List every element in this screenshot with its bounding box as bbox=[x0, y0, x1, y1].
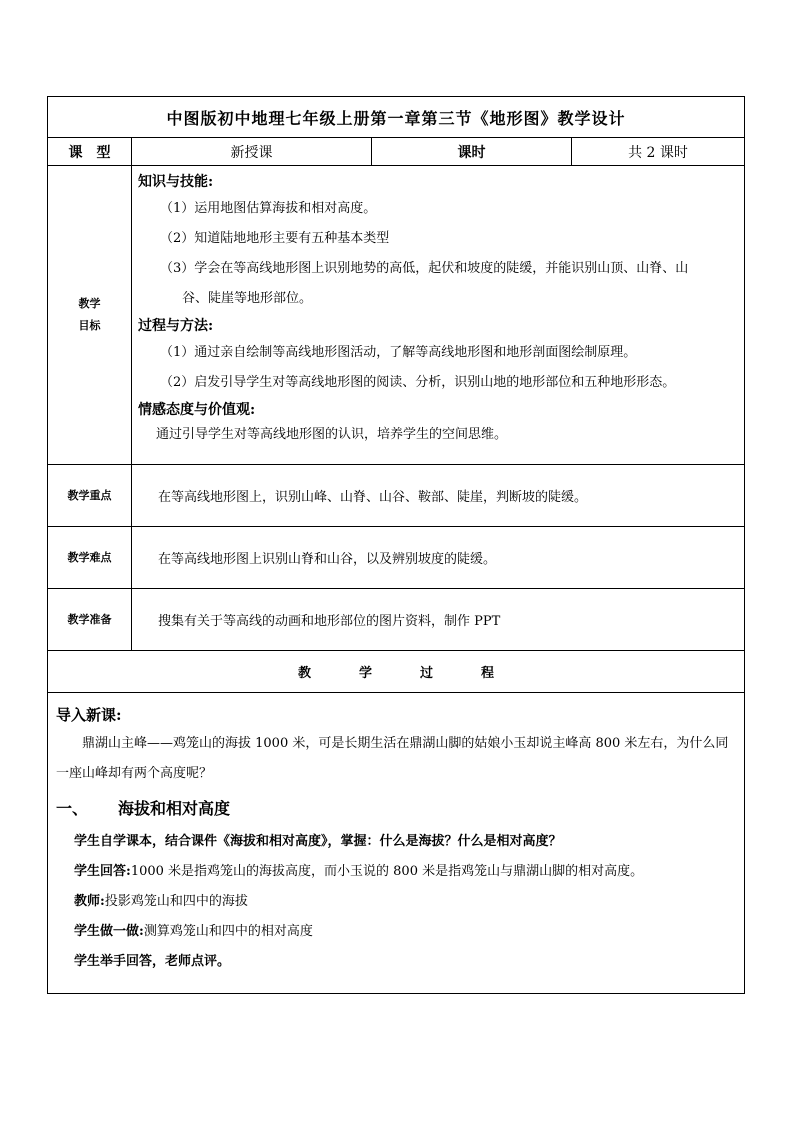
activity-line bbox=[56, 827, 736, 857]
process-body bbox=[48, 693, 745, 994]
closing-text: 学生举手回答，老师点评。 bbox=[74, 954, 231, 969]
section-title: 海拔和相对高度 bbox=[118, 799, 231, 818]
process-header-row bbox=[48, 651, 745, 693]
course-type-value: 新授课 bbox=[132, 138, 372, 166]
section-heading bbox=[56, 791, 736, 827]
student-practice-text: 测算鸡笼山和四中的相对高度 bbox=[143, 924, 313, 939]
process-heading bbox=[48, 651, 745, 693]
process-method-item: （1）通过亲自绘制等高线地形图活动，了解等高线地形图和地形剖面图绘制原理。 bbox=[160, 345, 637, 360]
difficulty-row bbox=[48, 527, 745, 589]
process-heading-char: 过 bbox=[420, 666, 434, 681]
teacher-line bbox=[56, 887, 736, 917]
student-answer-label: 学生回答: bbox=[74, 864, 131, 879]
goals-content bbox=[132, 166, 745, 465]
intro-paragraph: 鼎湖山主峰——鸡笼山的海拔 1000 米，可是长期生活在鼎湖山脚的姑娘小玉却说主峰高 800 米左右，为什么同一座山峰却有两个高度呢？ bbox=[56, 736, 729, 781]
teacher-text: 投影鸡笼山和四中的海拔 bbox=[104, 894, 248, 909]
preparation-row bbox=[48, 589, 745, 651]
activity-line-text: 学生自学课本，结合课件《海拔和相对高度》，掌握：什么是海拔？什么是相对高度？ bbox=[74, 834, 562, 849]
knowledge-item: （2）知道陆地地形主要有五种基本类型 bbox=[160, 231, 390, 246]
course-type-label: 课 型 bbox=[48, 138, 132, 166]
key-point-text: 在等高线地形图上，识别山峰、山脊、山谷、鞍部、陡崖，判断坡的陡缓。 bbox=[132, 465, 745, 527]
lesson-plan-table bbox=[47, 96, 745, 994]
goals-row bbox=[48, 166, 745, 465]
section-number: 一、 bbox=[56, 799, 89, 818]
process-body-row bbox=[48, 693, 745, 994]
emotion-title: 情感态度与价值观: bbox=[138, 402, 256, 418]
difficulty-text: 在等高线地形图上识别山脊和山谷，以及辨别坡度的陡缓。 bbox=[132, 527, 745, 589]
preparation-label: 教学准备 bbox=[48, 589, 132, 651]
difficulty-label: 教学难点 bbox=[48, 527, 132, 589]
key-point-label: 教学重点 bbox=[48, 465, 132, 527]
student-answer-text: 1000 米是指鸡笼山的海拔高度，而小玉说的 800 米是指鸡笼山与鼎湖山脚的相对高度。 bbox=[130, 864, 644, 879]
document-title: 中图版初中地理七年级上册第一章第三节《地形图》教学设计 bbox=[48, 97, 745, 138]
header-row bbox=[48, 138, 745, 166]
lesson-plan-sheet bbox=[47, 96, 744, 994]
process-method-title: 过程与方法: bbox=[138, 318, 214, 334]
goals-label-line1: 教学 bbox=[78, 297, 101, 310]
goals-label-line2: 目标 bbox=[78, 319, 101, 332]
goals-label bbox=[48, 166, 132, 465]
teacher-label: 教师: bbox=[74, 894, 105, 909]
process-heading-char: 学 bbox=[358, 666, 372, 681]
knowledge-item: （3）学会在等高线地形图上识别地势的高低，起伏和坡度的陡缓，并能识别山顶、山脊、山 bbox=[160, 261, 689, 276]
process-method-item: （2）启发引导学生对等高线地形图的阅读、分析，识别山地的地形部位和五种地形形态。 bbox=[160, 375, 676, 390]
period-label: 课时 bbox=[372, 138, 572, 166]
emotion-text: 通过引导学生对等高线地形图的认识，培养学生的空间思维。 bbox=[156, 427, 508, 442]
knowledge-title: 知识与技能: bbox=[138, 174, 214, 190]
closing-line bbox=[56, 947, 736, 977]
knowledge-item: （1）运用地图估算海拔和相对高度。 bbox=[160, 201, 377, 216]
period-value: 共 2 课时 bbox=[572, 138, 745, 166]
process-heading-char: 程 bbox=[481, 666, 495, 681]
student-practice-label: 学生做一做: bbox=[74, 924, 144, 939]
knowledge-item: 谷、陡崖等地形部位。 bbox=[182, 291, 313, 306]
preparation-text: 搜集有关于等高线的动画和地形部位的图片资料，制作 PPT bbox=[132, 589, 745, 651]
process-heading-char: 教 bbox=[297, 666, 311, 681]
student-answer-line bbox=[56, 857, 736, 887]
student-practice-line bbox=[56, 917, 736, 947]
intro-title: 导入新课: bbox=[56, 706, 122, 724]
key-point-row bbox=[48, 465, 745, 527]
